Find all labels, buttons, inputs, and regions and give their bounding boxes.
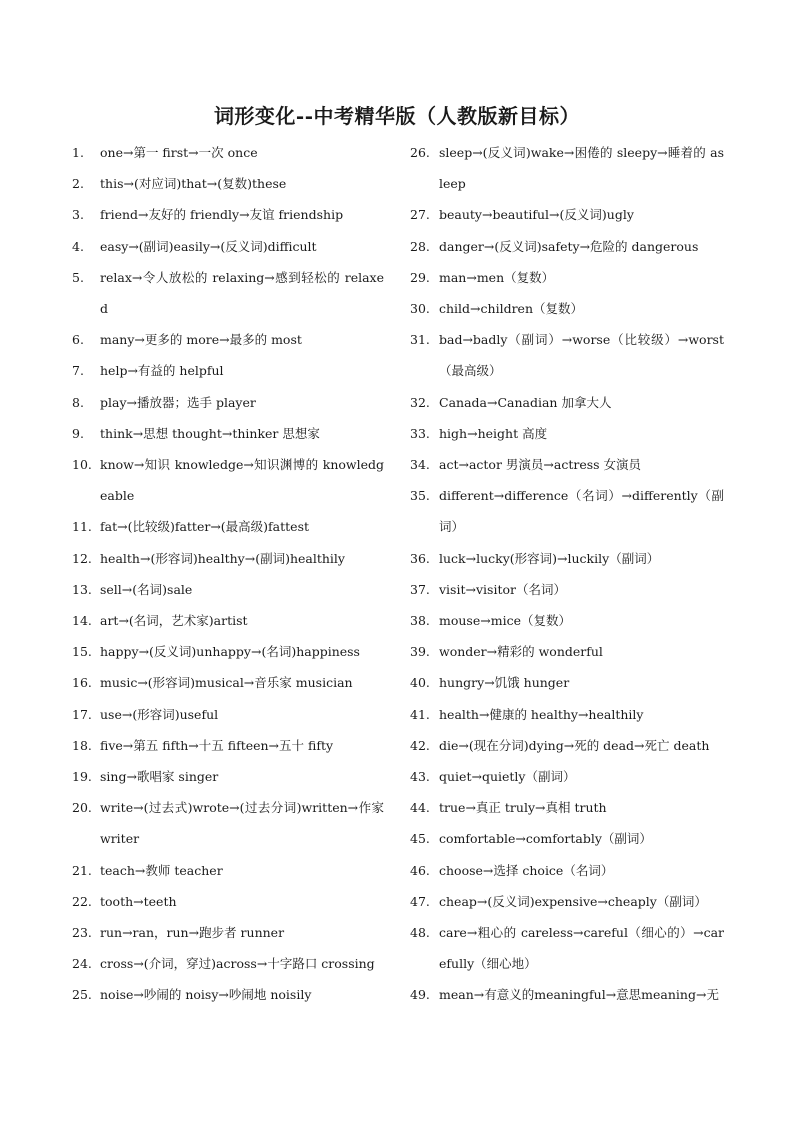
item-number: 36. [410,550,430,566]
item-text: fat→(比较级)fatter→(最高级)fattest [100,519,310,535]
item-text: hungry→饥饿 hunger [439,675,570,691]
list-item [72,543,384,574]
list-item [72,730,384,761]
item-number: 38. [410,613,430,629]
item-text: cheap→(反义词)expensive→cheaply（副词） [439,893,707,909]
item-text: sing→歌唱家 singer [100,769,219,785]
list-item [72,511,384,542]
list-item [410,761,724,792]
list-item [410,855,724,886]
item-number: 41. [410,706,430,722]
item-text: sleep→(反义词)wake→困倦的 sleepy→睡着的 asleep [439,145,724,192]
list-item [410,886,724,917]
list-item [72,699,384,730]
list-item [410,137,724,199]
list-item [72,418,384,449]
item-text: child→children（复数） [439,301,583,317]
item-text: happy→(反义词)unhappy→(名词)happiness [100,644,360,660]
item-number: 7. [72,363,84,379]
item-text: die→(现在分词)dying→死的 dead→死亡 death [439,737,710,753]
item-number: 46. [410,862,430,878]
list-item [72,324,384,355]
item-number: 19. [72,769,92,785]
list-item [72,449,384,511]
item-number: 15. [72,644,92,660]
item-text: bad→badly（副词）→worse（比较级）→worst（最高级） [439,332,724,379]
list-item [72,168,384,199]
list-item [410,199,724,230]
list-item [410,605,724,636]
list-item [410,293,724,324]
list-item [410,324,724,386]
list-item [72,574,384,605]
list-item [72,792,384,854]
word-list-left-column [72,137,384,1011]
list-item [410,636,724,667]
item-number: 43. [410,769,430,785]
item-number: 10. [72,457,92,473]
list-item [410,231,724,262]
item-number: 44. [410,800,430,816]
item-text: play→播放器；选手 player [100,394,256,410]
list-item [72,917,384,948]
item-text: different→difference（名词）→differently（副词） [439,488,724,535]
item-number: 11. [72,519,92,535]
item-number: 4. [72,238,84,254]
item-number: 49. [410,987,430,1003]
list-item [410,449,724,480]
list-item [72,948,384,979]
item-number: 37. [410,581,430,597]
page-title: 词形变化--中考精华版（人教版新目标） [213,104,581,128]
list-item [410,823,724,854]
list-item [72,355,384,386]
item-number: 8. [72,394,84,410]
list-item [410,262,724,293]
item-number: 45. [410,831,430,847]
item-text: luck→lucky(形容词)→luckily（副词） [439,550,660,566]
list-item [410,699,724,730]
item-text: know→知识 knowledge→知识渊博的 knowledgeable [100,457,384,504]
item-number: 31. [410,332,430,348]
word-list-right-column [410,137,724,1011]
item-text: health→健康的 healthy→healthily [439,706,644,722]
item-text: quiet→quietly（副词） [439,769,576,785]
list-item [410,667,724,698]
item-number: 3. [72,207,84,223]
item-number: 27. [410,207,430,223]
item-number: 21. [72,862,92,878]
item-text: friend→友好的 friendly→友谊 friendship [100,207,344,223]
list-item [410,730,724,761]
item-text: one→第一 first→一次 once [100,145,258,160]
item-number: 28. [410,238,430,254]
item-text: help→有益的 helpful [100,363,224,379]
item-number: 39. [410,644,430,660]
item-number: 9. [72,425,84,441]
item-number: 29. [410,269,430,285]
item-number: 6. [72,332,84,348]
item-number: 47. [410,893,430,909]
list-item [72,886,384,917]
item-text: write→(过去式)wrote→(过去分词)written→作家 writer [100,800,384,847]
item-text: art→(名词，艺术家)artist [100,613,248,629]
item-number: 17. [72,706,92,722]
item-text: think→思想 thought→thinker 思想家 [100,425,320,441]
item-text: mouse→mice（复数） [439,613,571,629]
item-text: run→ran，run→跑步者 runner [100,925,285,941]
item-text: tooth→teeth [100,893,177,909]
item-number: 48. [410,925,430,941]
item-number: 12. [72,550,92,566]
list-item [72,855,384,886]
list-item [72,979,384,1010]
item-number: 30. [410,301,430,317]
item-number: 24. [72,956,92,972]
item-number: 5. [72,269,84,285]
item-number: 2. [72,176,84,192]
list-item [410,792,724,823]
item-text: visit→visitor（名词） [439,581,566,597]
item-text: many→更多的 more→最多的 most [100,332,302,348]
item-text: relax→令人放松的 relaxing→感到轻松的 relaxed [100,269,384,317]
list-item [410,543,724,574]
list-item [72,387,384,418]
item-number: 22. [72,893,92,909]
item-text: man→men（复数） [439,269,555,285]
item-number: 40. [410,675,430,691]
item-number: 18. [72,737,92,753]
item-text: mean→有意义的meaningful→意思meaning→无 [439,987,719,1003]
item-text: cross→(介词，穿过)across→十字路口 crossing [100,956,375,972]
item-text: beauty→beautiful→(反义词)ugly [439,207,634,223]
item-text: act→actor 男演员→actress 女演员 [439,457,642,473]
item-text: sell→(名词)sale [100,581,193,597]
item-text: health→(形容词)healthy→(副词)healthily [100,550,345,566]
item-text: music→(形容词)musical→音乐家 musician [100,675,353,691]
list-item [410,418,724,449]
item-number: 32. [410,394,430,410]
item-text: noise→吵闹的 noisy→吵闹地 noisily [100,987,312,1003]
item-number: 33. [410,425,430,441]
item-text: true→真正 truly→真相 truth [439,800,607,816]
item-text: five→第五 fifth→十五 fifteen→五十 fifty [100,737,334,753]
item-number: 23. [72,925,92,941]
item-text: care→粗心的 careless→careful（细心的）→carefully（细心地） [439,925,724,972]
list-item [410,480,724,542]
item-text: easy→(副词)easily→(反义词)difficult [100,238,317,254]
item-text: Canada→Canadian 加拿大人 [439,394,612,410]
item-number: 26. [410,145,430,160]
item-text: use→(形容词)useful [100,706,219,722]
item-number: 20. [72,800,92,816]
list-item [72,231,384,262]
list-item [72,667,384,698]
item-number: 16. [72,675,92,691]
item-number: 42. [410,737,430,753]
list-item [410,979,724,1010]
list-item [72,199,384,230]
list-item [72,761,384,792]
item-text: danger→(反义词)safety→危险的 dangerous [439,238,699,254]
item-number: 35. [410,488,430,504]
item-text: choose→选择 choice（名词） [439,862,614,878]
list-item [72,605,384,636]
item-text: this→(对应词)that→(复数)these [100,176,287,192]
item-text: wonder→精彩的 wonderful [439,644,603,660]
item-text: comfortable→comfortably（副词） [439,831,652,847]
item-number: 14. [72,613,92,629]
list-item [410,917,724,979]
item-text: teach→教师 teacher [100,862,223,878]
item-text: high→height 高度 [439,425,548,441]
list-item [72,137,384,168]
item-number: 1. [72,145,84,160]
list-item [410,387,724,418]
list-item [72,636,384,667]
item-number: 34. [410,457,430,473]
list-item [410,574,724,605]
list-item [72,262,384,324]
item-number: 13. [72,581,92,597]
item-number: 25. [72,987,92,1003]
